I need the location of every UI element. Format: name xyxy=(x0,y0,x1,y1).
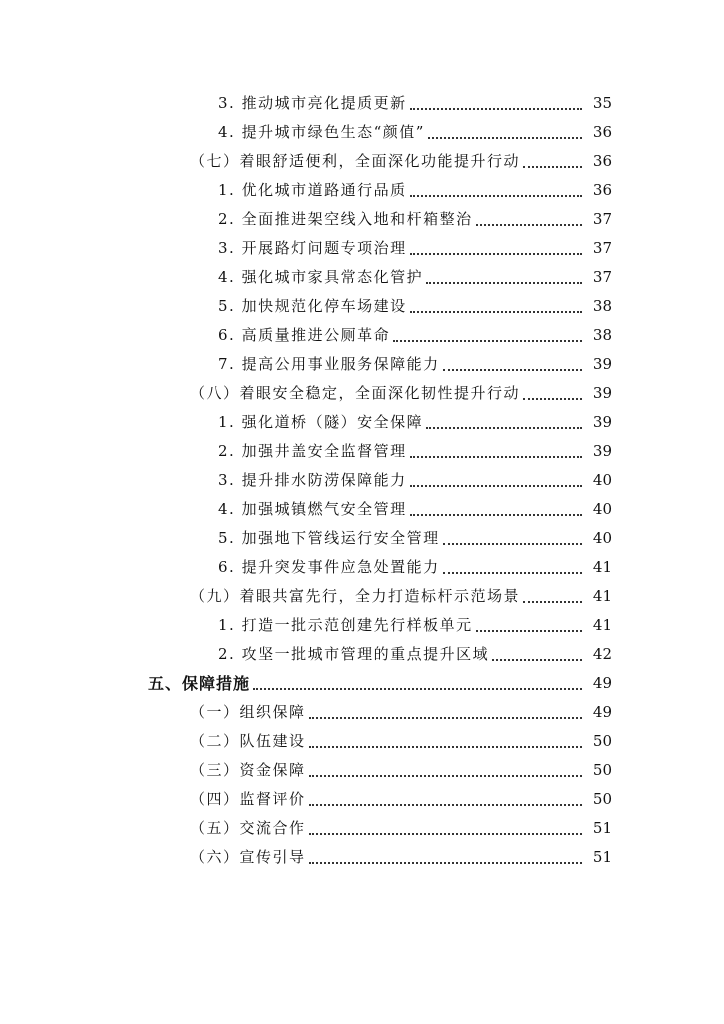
dot-leader xyxy=(426,419,582,429)
dot-leader xyxy=(410,303,582,313)
toc-entry-title: 1. 强化道桥（隧）安全保障 xyxy=(218,413,424,431)
toc-entry-title: （二）队伍建设 xyxy=(190,732,306,750)
toc-entry-page-number: 37 xyxy=(592,238,612,257)
toc-entry-title: （四）监督评价 xyxy=(190,790,306,808)
toc-entry-title: 7. 提高公用事业服务保障能力 xyxy=(218,355,440,373)
dot-leader xyxy=(426,274,582,284)
toc-entry[interactable] xyxy=(0,813,724,842)
dot-leader xyxy=(443,361,582,371)
toc-entry[interactable] xyxy=(0,117,724,146)
toc-entry[interactable] xyxy=(0,726,724,755)
toc-entry-page-number: 41 xyxy=(592,586,612,605)
toc-entry-page-number: 41 xyxy=(592,557,612,576)
toc-entry[interactable] xyxy=(0,262,724,291)
toc-entry[interactable] xyxy=(0,349,724,378)
toc-entry[interactable] xyxy=(0,146,724,175)
dot-leader xyxy=(410,506,582,516)
toc-entry-page-number: 36 xyxy=(592,151,612,170)
toc-entry-title: 5. 加快规范化停车场建设 xyxy=(218,297,407,315)
toc-entry-page-number: 40 xyxy=(592,499,612,518)
toc-entry-title: 3. 提升排水防涝保障能力 xyxy=(218,471,407,489)
toc-entry[interactable] xyxy=(0,581,724,610)
toc-entry[interactable] xyxy=(0,523,724,552)
toc-entry-page-number: 40 xyxy=(592,470,612,489)
toc-entry-page-number: 38 xyxy=(592,325,612,344)
toc-entry-page-number: 36 xyxy=(592,122,612,141)
dot-leader xyxy=(309,796,582,806)
toc-entry-page-number: 39 xyxy=(592,412,612,431)
toc-entry-title: 4. 强化城市家具常态化管护 xyxy=(218,268,424,286)
dot-leader xyxy=(309,767,582,777)
toc-entry-page-number: 51 xyxy=(592,818,612,837)
toc-entry-title: 2. 全面推进架空线入地和杆箱整治 xyxy=(218,210,473,228)
dot-leader xyxy=(492,651,582,661)
dot-leader xyxy=(410,245,582,255)
toc-entry[interactable] xyxy=(0,668,724,697)
dot-leader xyxy=(253,680,582,690)
toc-entry-title: （六）宣传引导 xyxy=(190,848,306,866)
toc-entry-page-number: 37 xyxy=(592,209,612,228)
toc-entry-title: 4. 提升城市绿色生态“颜值” xyxy=(218,123,425,141)
toc-entry-page-number: 39 xyxy=(592,354,612,373)
toc-entry[interactable] xyxy=(0,755,724,784)
toc-entry-title: （三）资金保障 xyxy=(190,761,306,779)
dot-leader xyxy=(476,216,582,226)
toc-entry-title: （五）交流合作 xyxy=(190,819,306,837)
dot-leader xyxy=(443,535,582,545)
toc-entry-page-number: 36 xyxy=(592,180,612,199)
toc-entry[interactable] xyxy=(0,697,724,726)
toc-entry[interactable] xyxy=(0,639,724,668)
toc-entry-title: （一）组织保障 xyxy=(190,703,306,721)
toc-entry[interactable] xyxy=(0,610,724,639)
dot-leader xyxy=(410,100,582,110)
toc-entry-page-number: 39 xyxy=(592,383,612,402)
dot-leader xyxy=(393,332,582,342)
toc-entry[interactable] xyxy=(0,378,724,407)
toc-entry[interactable] xyxy=(0,552,724,581)
toc-entry[interactable] xyxy=(0,407,724,436)
toc-entry[interactable] xyxy=(0,784,724,813)
toc-entry-title: 5. 加强地下管线运行安全管理 xyxy=(218,529,440,547)
toc-entry-page-number: 49 xyxy=(592,673,612,692)
toc-entry-title: 1. 打造一批示范创建先行样板单元 xyxy=(218,616,473,634)
toc-entry-title: 4. 加强城镇燃气安全管理 xyxy=(218,500,407,518)
dot-leader xyxy=(523,158,582,168)
toc-entry[interactable] xyxy=(0,842,724,871)
dot-leader xyxy=(309,854,582,864)
toc-entry-page-number: 42 xyxy=(592,644,612,663)
dot-leader xyxy=(309,825,582,835)
dot-leader xyxy=(428,129,582,139)
dot-leader xyxy=(309,709,582,719)
toc-entry-page-number: 41 xyxy=(592,615,612,634)
toc-entry-page-number: 39 xyxy=(592,441,612,460)
toc-entry-page-number: 50 xyxy=(592,731,612,750)
dot-leader xyxy=(476,622,582,632)
toc-entry-page-number: 37 xyxy=(592,267,612,286)
toc-entry[interactable] xyxy=(0,175,724,204)
dot-leader xyxy=(443,564,582,574)
dot-leader xyxy=(410,448,582,458)
toc-entry-title: 2. 加强井盖安全监督管理 xyxy=(218,442,407,460)
toc-entry-page-number: 35 xyxy=(592,93,612,112)
toc-entry[interactable] xyxy=(0,494,724,523)
toc-entry-title: 2. 攻坚一批城市管理的重点提升区域 xyxy=(218,645,490,663)
toc-entry[interactable] xyxy=(0,88,724,117)
toc-entry[interactable] xyxy=(0,291,724,320)
toc-entry-title: 6. 高质量推进公厕革命 xyxy=(218,326,391,344)
toc-entry-page-number: 40 xyxy=(592,528,612,547)
toc-entry-title: （八）着眼安全稳定，全面深化韧性提升行动 xyxy=(190,384,521,402)
toc-entry-title: 五、保障措施 xyxy=(148,674,251,693)
toc-entry-title: （七）着眼舒适便利，全面深化功能提升行动 xyxy=(190,152,521,170)
toc-entry-title: （九）着眼共富先行，全力打造标杆示范场景 xyxy=(190,587,521,605)
toc-entry-page-number: 51 xyxy=(592,847,612,866)
toc-entry-title: 3. 推动城市亮化提质更新 xyxy=(218,94,407,112)
dot-leader xyxy=(523,593,582,603)
toc-entry[interactable] xyxy=(0,204,724,233)
table-of-contents xyxy=(0,88,724,871)
dot-leader xyxy=(410,187,582,197)
toc-entry-page-number: 38 xyxy=(592,296,612,315)
toc-entry[interactable] xyxy=(0,233,724,262)
toc-entry[interactable] xyxy=(0,436,724,465)
toc-entry-title: 1. 优化城市道路通行品质 xyxy=(218,181,407,199)
dot-leader xyxy=(309,738,582,748)
dot-leader xyxy=(410,477,582,487)
toc-entry[interactable] xyxy=(0,465,724,494)
toc-entry-page-number: 49 xyxy=(592,702,612,721)
toc-entry-page-number: 50 xyxy=(592,760,612,779)
toc-entry-page-number: 50 xyxy=(592,789,612,808)
dot-leader xyxy=(523,390,582,400)
toc-entry[interactable] xyxy=(0,320,724,349)
toc-entry-title: 6. 提升突发事件应急处置能力 xyxy=(218,558,440,576)
toc-entry-title: 3. 开展路灯问题专项治理 xyxy=(218,239,407,257)
